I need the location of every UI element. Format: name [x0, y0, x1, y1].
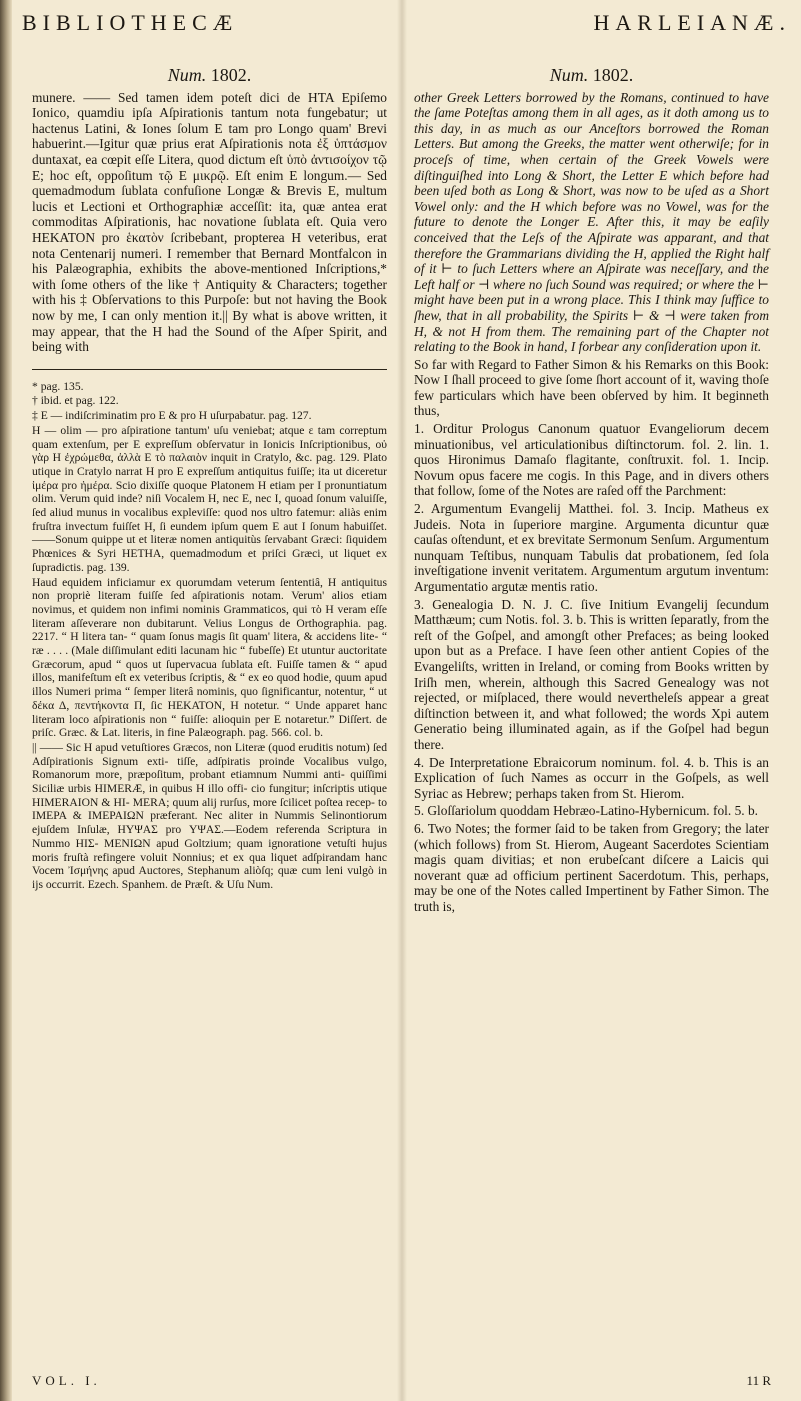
signature-mark: VOL. I.	[32, 1373, 101, 1388]
page-gutter	[397, 0, 407, 1401]
footnote: H — olim — pro aſpiratione tantum' uſu veniebat; atque ε tam correptum quam extenſum, per E expreſſum obſervatur in Ionicis Inſcriptionibus, οὐ γὰρ H ἐχρώμεθα, ἀλλὰ E τὸ παλαιὸν inquit in Cratylo, &c. pag. 129. Plato utique in Cratylo narrat H pro E expreſſum antiquitus fuiſſe; ita ut diceretur ἱμέρα pro ἡμέρα. Scio dixiſſe quoque Platonem H etiam per I pronuntiatum olim. Verum quid inde? niſi Vocalem H, nec E, nec I, quoad ſonum valuiſſe, ſed aliud munus in vocalibus expleviſſe: quod nos ultro fatemur: aliàs enim fruſtra invectum fuiſſet H, ſi eundem ipſum quem E aut I ſonum habuiſſet. ——Sonum quippe ut et literæ nomen antiquitùs ſervabant Græci: ſiquidem Phœnices & Syri HETHA, quemadmodum et priſci Græci, ut liquet ex ſupradictis. pag. 139.	[32, 423, 387, 574]
right-paragraph: 4. De Interpretatione Ebraicorum nominum. fol. 4. b. This is an Explication of ſuch Names as occurr in the Goſpels, as well Syriac as Hebrew; perhaps taken from St. Hierom.	[414, 754, 769, 801]
right-paragraph: 5. Gloſſariolum quoddam Hebræo-Latino-Hybernicum. fol. 5. b.	[414, 803, 758, 819]
book-binding-edge	[0, 0, 12, 1401]
right-paragraph: 2. Argumentum Evangelij Matthei. fol. 3. Incip. Matheus ex Judeis. Nota in ſuperiore margine. Argumenta dicuntur quæ cauſas oſtendunt, et ex brevitate Sermonum Senſum. Argumentum nunquam Teſtibus, nunquam Tabulis dat probationem, ſed ſola inveſtigatione invenit veritatem. Argumentum argutum inventum: Argumentatio argutæ mentis ratio.	[414, 501, 769, 594]
left-entry-number	[32, 65, 387, 85]
footnote: ‡ E — indiſcriminatim pro E & pro H uſurpabatur. pag. 127.	[32, 409, 312, 423]
num-label: Num.	[549, 65, 589, 85]
right-paragraph: 1. Orditur Prologus Canonum quatuor Evangeliorum decem minuationibus, vel articulationibus diſtinctorum. fol. 2. lin. 1. quos Hironimus Damaſo flagitante, conſtruxit. fol. 1. Incip. Novum opus facere me cogis. In this Page, and in divers others that follow, ſome of the Notes are raſed off the Parchment:	[414, 421, 769, 499]
right-paragraph: So far with Regard to Father Simon & his Remarks on this Book: Now I ſhall proceed to give ſome ſhort account of it, waving thoſe few particulars which have been obſerved by him. It beginneth thus,	[414, 356, 769, 419]
num-label: Num.	[167, 65, 207, 85]
right-paragraph: 3. Genealogia D. N. J. C. ſive Initium Evangelij ſecundum Matthæum; cum Notis. fol. 3. b. This is written ſeparatly, from the reſt of the Goſpel, and amongſt other Prefaces; as being looked upon but as a Preface. I have ſeen other antient Copies of the Evangeliſts, written in Ireland, or coming from Books written by Iriſh men, wherein, although this Sacred Genealogy was not rejected, or miſplaced, there would nevertheleſs appear a great diſtinction between it, and what followed; the words Xpi autem Generatio being illuminated again, as if the Goſpel had begun there.	[414, 596, 769, 752]
running-head	[22, 10, 791, 36]
left-main-text: munere. —— Sed tamen idem poteſt dici de ΗΤΑ Epiſemo Ionico, quamdiu ipſa Aſpirationis tantum nota fungebatur; ut hactenus Latini, & Iones ſolum E tam pro Longo quam' Brevi habuerint.—Igitur quæ prius erat Aſpirationis nota ἐξ ὑπτάσμον duntaxat, ea cœpit eſſe Litera, quod dictum eſt ὑπὸ ἀντισοίχον τῷ E; hoc eſt, oppoſitum τῷ E μικρῷ. Eſt enim E longum.— Sed quemadmodum ſublata confuſione Longæ & Brevis E, multum lucis et Lectioni et Orthographiæ acceſſit: ita, quæ antea erat commoditas Aſpirationis, hac novatione ſublata eſt. Quia vero HEKATON pro ἑκατὸν ſcribebant, propterea H veteribus, erat nota Centenarij numeri. I remember that Bernard Montfalcon in his Palæographia, exhibits the above-mentioned Inſcriptions,* with ſome others of the like † Antiquity & Characters; together with his ‡ Obſervations to this Purpoſe: but not having the Book now by me, I can only mention it.|| By what is above written, it may appear, that the H had the Sound of the Aſper Spirit, and being with	[32, 89, 387, 355]
signature-mark: 11 R	[746, 1373, 771, 1388]
right-paragraph: other Greek Letters borrowed by the Romans, continued to have the ſame Poteſtas among them in all ages, as it doth among us to this day, in as much as our Anceſtors borrowed the Roman Letters. But among the Greeks, the matter went otherwiſe; for in proceſs of time, when certain of the Greek Vowels were diſtinguiſhed into Long & Short, the Letter E which before had been uſed both as Long & Short, was now to be uſed as a Short Vowel only: and the H which before was no Vowel, was for the future to denote the Longer E. After this, it may be eaſily conceived that the Leſs of the Aſpirate was apparant, and that therefore the Grammarians dividing the H, applied the Right half of it ⊢ to ſuch Letters where an Aſpirate was neceſſary, and the Left half or ⊣ where no ſuch Sound was required; or where the ⊢ might have been put in a wrong place. This I think may ſuffice to ſhew, that in all probability, the Spirits ⊢ & ⊣ were taken from H, & not H from them. The remaining part of the Chapter not relating to the Book in hand, I forbear any conſideration upon it.	[414, 89, 769, 355]
running-head-left: BIBLIOTHECÆ	[22, 10, 239, 35]
num-value: 1802.	[210, 65, 252, 85]
footnote: || —— Sic H apud vetuſtiores Græcos, non Literæ (quod eruditis notum) ſed Adſpirationis Signum exti- tiſſe, adſpiratis proinde Vocalibus vulgo, Romanorum more, præpoſitum, probant etiamnum Nummi anti- quiſſimi Siciliæ urbis HIMERÆ, in quibus H illo offi- cio fungitur; inſcriptis utique HIMERAION & HI- MERA; quum alij rurſus, more ſcilicet poſtea recep- to IMEPA & IMEPAIΩN præferant. Nec aliter in Nummis Selinontiorum ejuſdem Inſulæ, HΥΨΑΣ pro ΥΨΑΣ.—Eodem referenda Scriptura in Nummo HIΣ- MENIΩN apud Goltzium; quam ignoratione vetuſti hujus moris fruſtà refingere voluit Nonnius; et ex qua liquet adſpirandam hanc Vocem Ἰσμήνης apud Auctores, Stephanum aliòſq; quæ cum leni vulgò in ijs occurrit. Ezech. Spanhem. de Præſt. & Uſu Num.	[32, 740, 387, 891]
right-entry-number	[414, 65, 769, 85]
right-paragraph: 6. Two Notes; the former ſaid to be taken from Gregory; the later (which follows) from St. Hierom, Augeant Sacerdotes Scientiam magis quam divitias; et non erubeſcant diſcere a Laicis qui noverant quæ ad officium pertinent Sacerdotum. This, perhaps, may be one of the Notes called Impertinent by Father Simon. The truth is,	[414, 820, 769, 914]
num-value: 1802.	[592, 65, 634, 85]
footnote: † ibid. et pag. 122.	[32, 394, 119, 408]
right-column	[414, 65, 769, 916]
footnote: Haud equidem inficiamur ex quorumdam veterum ſententiâ, H antiquitus non propriè literam fuiſſe ſed aſpirationis notam. Verum' alios etiam novimus, et quidem non infimi nominis Grammaticos, qui τὸ H veram eſſe literam aſſeverare non dubitarunt. Velius Longus de Orthographia. pag. 2217. “ H litera tan- “ quam ſonus magis ſit quam' litera, & accidens lite- “ ræ . . . . (Male diſſimulant editi lacunam hic “ fubeſſe) Et utuntur auctoritate Græcorum, apud “ quos ut ſupervacua ſublata eſt. Fuiſſe tamen & “ apud illos, manifeſtum eſt ex veteribus ſcriptis, & “ ex eo quod hodie, quum apud illos Numeri prima “ ſemper literâ nominis, quo ſignificantur, notentur, “ ut δέκα Δ, πεντήκοντα Π, ſic HEKATON, H notetur. “ Unde apparet hanc literam loco aſpirationis non “ fuiſſe: alioquin per E notaretur.” Diſſert. de priſc. Græc. & Lat. literis, in fine Palæograph. pag. 566. col. b.	[32, 575, 387, 740]
footnote: * pag. 135.	[32, 379, 84, 393]
footnotes	[32, 380, 387, 892]
footnote-rule	[32, 369, 387, 370]
left-column	[32, 65, 387, 893]
running-head-right: HARLEIANÆ.	[593, 10, 791, 35]
